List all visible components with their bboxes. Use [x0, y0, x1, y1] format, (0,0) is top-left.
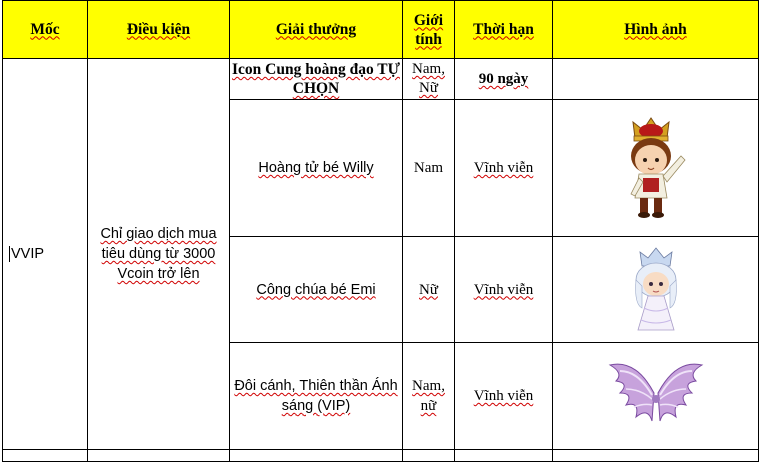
princess-avatar-image	[628, 246, 684, 334]
header-gioi-tinh: Giới tính	[403, 1, 455, 59]
duration-cell: Vĩnh viễn	[455, 100, 553, 237]
header-dieu-kien: Điều kiện	[88, 1, 230, 59]
image-cell-empty	[553, 59, 759, 100]
image-cell	[553, 237, 759, 343]
duration-cell: 90 ngày	[455, 59, 553, 100]
tier-label: VVIP	[11, 246, 45, 262]
gender-cell: Nam, Nữ	[403, 59, 455, 100]
angel-wings-image	[606, 359, 706, 433]
header-row	[3, 1, 759, 59]
header-hinh-anh: Hình ảnh	[553, 1, 759, 59]
tier-cell	[3, 59, 88, 450]
duration-cell: Vĩnh viễn	[455, 237, 553, 343]
condition-text: Chỉ giao dịch mua tiêu dùng từ 3000 Vcoin trở lên	[100, 226, 217, 282]
reward-cell: Icon Cung hoàng đạo TỰ CHỌN	[230, 59, 403, 100]
reward-cell: Đôi cánh, Thiên thần Ánh sáng (VIP)	[230, 343, 403, 450]
table-row-partial	[3, 450, 759, 462]
image-cell	[553, 343, 759, 450]
header-moc: Mốc	[3, 1, 88, 59]
rewards-table	[2, 0, 759, 462]
gender-cell: Nữ	[403, 237, 455, 343]
image-cell	[553, 100, 759, 237]
gender-cell: Nam, nữ	[403, 343, 455, 450]
header-thoi-han: Thời hạn	[455, 1, 553, 59]
prince-avatar-image	[621, 116, 691, 220]
reward-cell: Hoàng tử bé Willy	[230, 100, 403, 237]
condition-cell	[88, 59, 230, 450]
gender-cell: Nam	[403, 100, 455, 237]
duration-cell: Vĩnh viễn	[455, 343, 553, 450]
table-row	[3, 59, 759, 100]
reward-cell: Công chúa bé Emi	[230, 237, 403, 343]
header-giai-thuong: Giải thưởng	[230, 1, 403, 59]
